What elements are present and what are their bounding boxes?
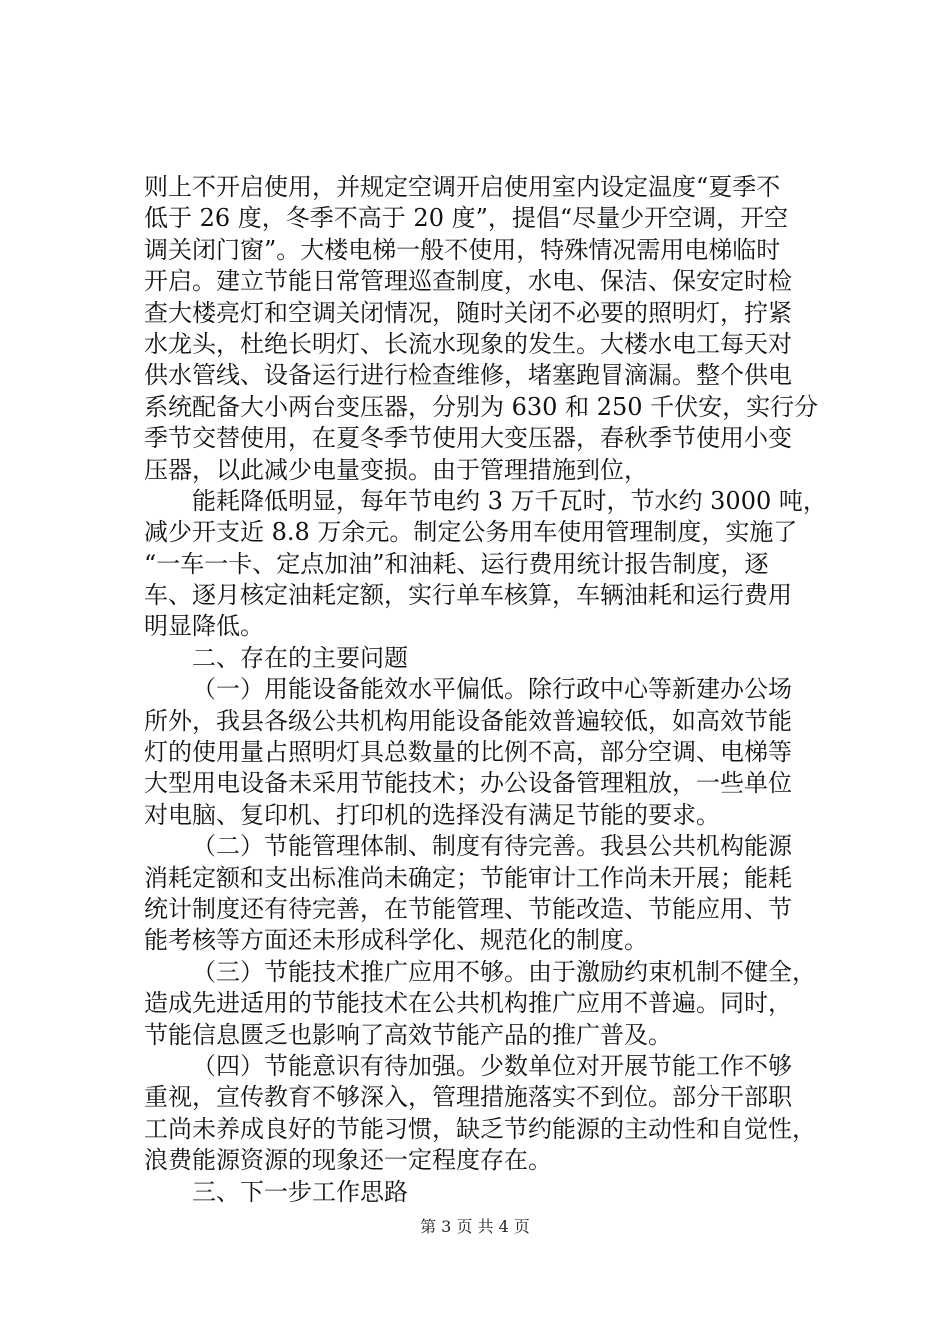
- page-footer: 第 3 页 共 4 页: [420, 1217, 530, 1236]
- text-line: 压器，以此减少电量变损。由于管理措施到位，: [144, 455, 648, 484]
- text-line: 车、逐月核定油耗定额，实行单车核算，车辆油耗和运行费用: [144, 581, 792, 610]
- text-line: （三）节能技术推广应用不够。由于激励约束机制不健全，: [192, 957, 816, 986]
- text-line: 调关闭门窗”。大楼电梯一般不使用，特殊情况需用电梯临时: [144, 235, 781, 264]
- text-line: 开启。建立节能日常管理巡查制度，水电、保洁、保安定时检: [144, 267, 792, 296]
- text-line: 系统配备大小两台变压器，分别为 630 和 250 千伏安，实行分: [144, 392, 819, 421]
- text-line: 重视，宣传教育不够深入，管理措施落实不到位。部分干部职: [144, 1083, 792, 1112]
- text-line: 季节交替使用，在夏冬季节使用大变压器，春秋季节使用小变: [144, 424, 792, 453]
- text-line: 工尚未养成良好的节能习惯，缺乏节约能源的主动性和自觉性，: [144, 1114, 816, 1143]
- text-line: 二、存在的主要问题: [192, 643, 408, 672]
- text-line: 查大楼亮灯和空调关闭情况，随时关闭不必要的照明灯，拧紧: [144, 298, 792, 327]
- text-line: （一）用能设备能效水平偏低。除行政中心等新建办公场: [192, 675, 792, 704]
- text-line: 节能信息匮乏也影响了高效节能产品的推广普及。: [144, 1020, 672, 1049]
- text-line: 浪费能源资源的现象还一定程度存在。: [144, 1146, 552, 1175]
- text-line: 灯的使用量占照明灯具总数量的比例不高，部分空调、电梯等: [144, 738, 792, 767]
- text-line: “一车一卡、定点加油”和油耗、运行费用统计报告制度，逐: [144, 549, 769, 578]
- text-line: 消耗定额和支出标准尚未确定；节能审计工作尚未开展；能耗: [144, 863, 792, 892]
- text-line: 统计制度还有待完善，在节能管理、节能改造、节能应用、节: [144, 894, 792, 923]
- text-line: 供水管线、设备运行进行检查维修，堵塞跑冒滴漏。整个供电: [144, 361, 792, 390]
- text-line: 造成先进适用的节能技术在公共机构推广应用不普遍。同时，: [144, 989, 792, 1018]
- text-line: 大型用电设备未采用节能技术；办公设备管理粗放，一些单位: [144, 769, 792, 798]
- text-line: 能考核等方面还未形成科学化、规范化的制度。: [144, 926, 648, 955]
- text-line: 三、下一步工作思路: [192, 1177, 408, 1206]
- document-body: [144, 172, 834, 1208]
- text-line: 对电脑、复印机、打印机的选择没有满足节能的要求。: [144, 800, 720, 829]
- text-line: （二）节能管理体制、制度有待完善。我县公共机构能源: [192, 832, 792, 861]
- text-line: （四）节能意识有待加强。少数单位对开展节能工作不够: [192, 1051, 792, 1080]
- text-line: 则上不开启使用，并规定空调开启使用室内设定温度“夏季不: [144, 173, 781, 201]
- text-line: 低于 26 度，冬季不高于 20 度”，提倡“尽量少开空调，开空: [144, 204, 789, 233]
- text-line: 水龙头，杜绝长明灯、长流水现象的发生。大楼水电工每天对: [144, 329, 792, 358]
- text-line: 所外，我县各级公共机构用能设备能效普遍较低，如高效节能: [144, 706, 792, 735]
- text-line: 减少开支近 8.8 万余元。制定公务用车使用管理制度，实施了: [144, 518, 798, 547]
- text-line: 能耗降低明显，每年节电约 3 万千瓦时，节水约 3000 吨，: [192, 486, 827, 515]
- text-line: 明显降低。: [144, 612, 264, 641]
